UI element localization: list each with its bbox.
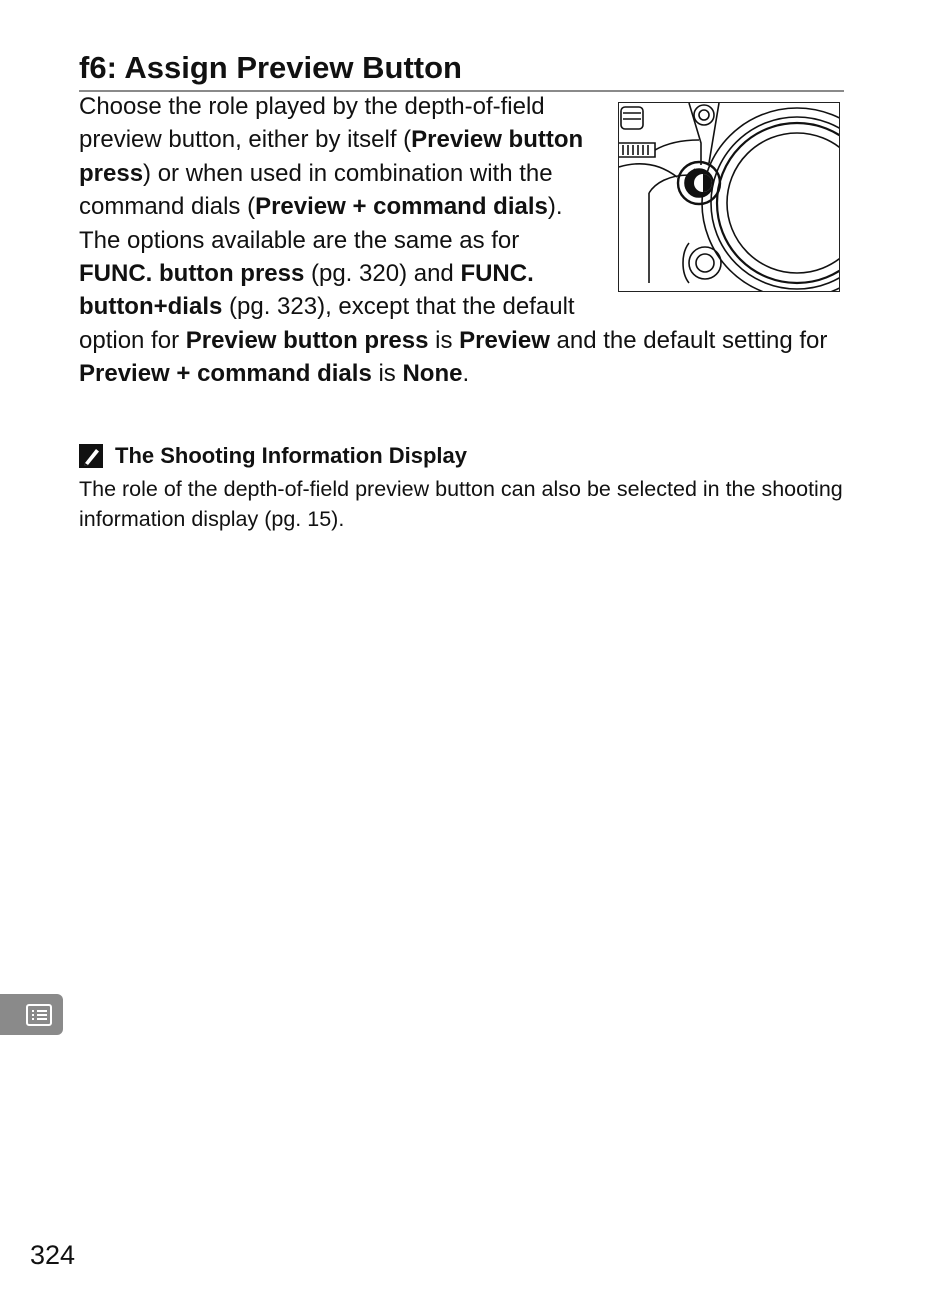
intro-text-4: (pg. 320) and [304,260,461,288]
option-preview-command-dials-2: Preview + command dials [79,360,372,388]
intro-text-7: and the default setting for [549,326,828,354]
default-none: None [402,360,463,388]
menu-list-icon [25,1003,53,1027]
page-number: 324 [30,1240,76,1270]
note-title: The Shooting Information Display [115,443,467,468]
intro-paragraph [79,90,854,391]
chapter-tab[interactable] [0,994,63,1035]
option-func-button-dials: FUNC. button+dials [79,260,534,321]
note-box [79,440,854,534]
default-preview: Preview [459,326,550,354]
option-preview-button-press: Preview button press [79,126,584,187]
intro-text-8: is [371,360,403,388]
intro-text-5: (pg. 323), except that the default option for [79,293,575,354]
option-preview-button-press-2: Preview button press [185,326,429,354]
intro-text-1: Choose the role played by the depth-of-field preview button, either by itself ( [79,93,545,154]
intro-text-9: . [462,360,470,388]
section-heading: f6: Assign Preview Button [79,48,844,92]
option-preview-command-dials: Preview + command dials [255,193,548,221]
camera-illustration [618,102,840,292]
intro-text-3: ). The options available are the same as for [79,193,563,254]
note-text: The role of the depth-of-field preview button can also be selected in the shooting information display (pg. 15). [79,477,843,531]
pencil-note-icon [79,444,103,468]
intro-text-2: ) or when used in combination with the command dials ( [79,159,553,221]
option-func-button-press: FUNC. button press [79,260,305,288]
intro-text-6: is [428,326,460,354]
